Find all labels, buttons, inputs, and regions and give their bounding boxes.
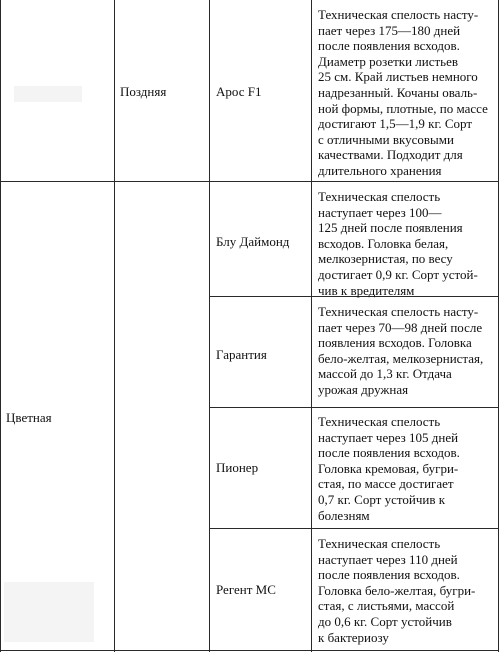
table-border-left xyxy=(0,0,1,652)
column-divider-3 xyxy=(311,0,312,652)
row-divider-1 xyxy=(0,181,499,182)
row-divider-4 xyxy=(209,528,499,529)
variety-cell: Гарантия xyxy=(216,347,267,362)
row-divider-3 xyxy=(209,407,499,408)
group-cell: Цветная xyxy=(6,410,52,425)
description-cell: Техническая спелость наступает через 105 дней после появления всходов. Головка кремовая, бугри- стая, по массе достигает 0,7 кг. Сорт устойчив к болезням xyxy=(318,414,460,523)
scan-artifact xyxy=(4,582,94,642)
ripening-cell: Поздняя xyxy=(120,84,167,99)
column-divider-2 xyxy=(209,0,210,652)
description-cell: Техническая спелость насту- пает через 175—180 дней после появления всходов. Диаметр розетки листьев 25 см. Край листьев немного надрезанный. Кочаны оваль- ной формы, плотные, по массе достигают 1,5—1,9 кг. Сорт с отличными вкусовыми качествами. Подходит для длительного хранения xyxy=(318,7,488,178)
variety-cell: Блу Даймонд xyxy=(216,234,290,249)
variety-cell: Регент МС xyxy=(216,582,276,597)
description-cell: Техническая спелость насту- пает через 70—98 дней после появления всходов. Головка бело-желтая, мелкозернистая, массой до 1,3 кг. Отдача урожая дружная xyxy=(318,304,484,397)
column-divider-1 xyxy=(114,0,115,652)
description-cell: Техническая спелость наступает через 100— 125 дней после появления всходов. Головка белая, мелкозернистая, по весу достигает 0,9 кг. Сорт устой- чив к вредителям xyxy=(318,189,478,298)
description-cell: Техническая спелость наступает через 110 дней после появления всходов. Головка бело-желтая, бугри- стая, с листьями, массой до 0,6 кг. Сорт устойчив к бактериозу xyxy=(318,536,476,645)
table-border-bottom xyxy=(0,650,499,651)
scan-artifact xyxy=(14,86,82,102)
variety-cell: Арос F1 xyxy=(216,84,262,99)
variety-cell: Пионер xyxy=(216,460,259,475)
